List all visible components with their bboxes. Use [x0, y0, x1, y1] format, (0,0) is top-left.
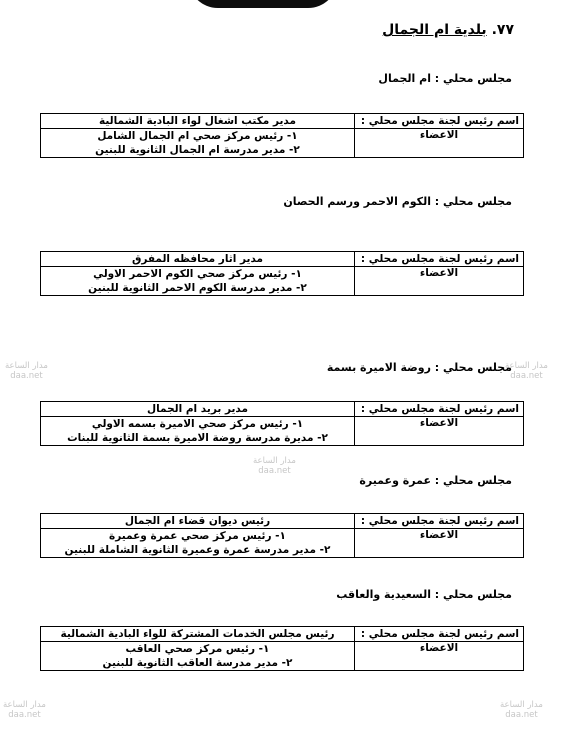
council-prefix: مجلس محلي : — [430, 72, 512, 85]
council-title — [336, 588, 512, 601]
council-name: ام الجمال — [378, 72, 431, 85]
watermark-line: مدار الساعة — [505, 361, 548, 371]
member-item: ٢- مدير مدرسة الكوم الاحمر الثانوية للبنين — [88, 282, 307, 294]
member-item: ٢- مدير مدرسة عمرة وعميرة الثانوية الشاملة للبنين — [64, 544, 331, 556]
council-table — [40, 626, 524, 671]
council-name: روضة الاميرة بسمة — [326, 361, 431, 374]
watermark-line: مدار الساعة — [500, 700, 543, 710]
page-heading — [382, 22, 514, 38]
members-cell — [41, 642, 355, 671]
council-title — [378, 72, 512, 85]
council-title — [327, 361, 512, 374]
chair-value: مدير اثار محافظه المفرق — [41, 252, 355, 267]
members-cell — [41, 267, 355, 296]
chair-value: مدير بريد ام الجمال — [41, 402, 355, 417]
council-name: السعيدية والعاقب — [336, 588, 431, 601]
watermark — [5, 361, 48, 381]
council-name: عمرة وعميرة — [359, 474, 431, 487]
watermark — [500, 700, 543, 720]
member-item: ٢- مدير مدرسة العاقب الثانوية للبنين — [102, 657, 293, 669]
members-label: الاعضاء — [355, 642, 524, 671]
chair-label: اسم رئيس لجنة مجلس محلي : — [355, 402, 524, 417]
member-item: ١- رئيس مركز صحي عمرة وعميرة — [109, 530, 286, 542]
members-label: الاعضاء — [355, 267, 524, 296]
watermark-line: daa.net — [510, 371, 543, 381]
watermark-line: daa.net — [258, 466, 291, 476]
council-table — [40, 513, 524, 558]
member-item: ١- رئيس مركز صحي الكوم الاحمر الاولي — [93, 268, 302, 280]
watermark-line: daa.net — [505, 710, 538, 720]
chair-value: رئيس مجلس الخدمات المشتركة للواء البادية الشمالية — [41, 627, 355, 642]
chair-label: اسم رئيس لجنة مجلس محلي : — [355, 114, 524, 129]
chair-label: اسم رئيس لجنة مجلس محلي : — [355, 252, 524, 267]
member-item: ١- رئيس مركز صحي العاقب — [125, 643, 270, 655]
watermark-line: daa.net — [10, 371, 43, 381]
watermark — [3, 700, 46, 720]
chair-value: رئيس ديوان قضاء ام الجمال — [41, 514, 355, 529]
members-label: الاعضاء — [355, 129, 524, 158]
council-title — [359, 474, 512, 487]
heading-title: بلدية ام الجمال — [382, 22, 487, 38]
council-prefix: مجلس محلي : — [430, 588, 512, 601]
watermark-line: مدار الساعة — [5, 361, 48, 371]
council-prefix: مجلس محلي : — [430, 361, 512, 374]
council-title — [283, 195, 512, 208]
council-table — [40, 113, 524, 158]
chair-label: اسم رئيس لجنة مجلس محلي : — [355, 627, 524, 642]
watermark — [505, 361, 548, 381]
member-item: ١- رئيس مركز صحي الاميرة بسمه الاولي — [91, 418, 304, 430]
council-prefix: مجلس محلي : — [430, 195, 512, 208]
members-label: الاعضاء — [355, 417, 524, 446]
council-table — [40, 251, 524, 296]
member-item: ٢- مدير مدرسة ام الجمال الثانوية للبنين — [95, 144, 300, 156]
council-table — [40, 401, 524, 446]
members-cell — [41, 417, 355, 446]
watermark-line: مدار الساعة — [253, 456, 296, 466]
chair-label: اسم رئيس لجنة مجلس محلي : — [355, 514, 524, 529]
watermark — [253, 456, 296, 476]
member-item: ٢- مديرة مدرسة روضة الاميرة بسمة الثانوية للبنات — [67, 432, 328, 444]
members-label: الاعضاء — [355, 529, 524, 558]
council-name: الكوم الاحمر ورسم الحصان — [283, 195, 431, 208]
heading-number: ٧٧. — [491, 22, 514, 38]
chair-value: مدير مكتب اشغال لواء البادية الشمالية — [41, 114, 355, 129]
member-item: ١- رئيس مركز صحي ام الجمال الشامل — [97, 130, 298, 142]
watermark-line: daa.net — [8, 710, 41, 720]
council-prefix: مجلس محلي : — [430, 474, 512, 487]
members-cell — [41, 129, 355, 158]
members-cell — [41, 529, 355, 558]
top-decorative-arc — [188, 0, 338, 8]
watermark-line: مدار الساعة — [3, 700, 46, 710]
